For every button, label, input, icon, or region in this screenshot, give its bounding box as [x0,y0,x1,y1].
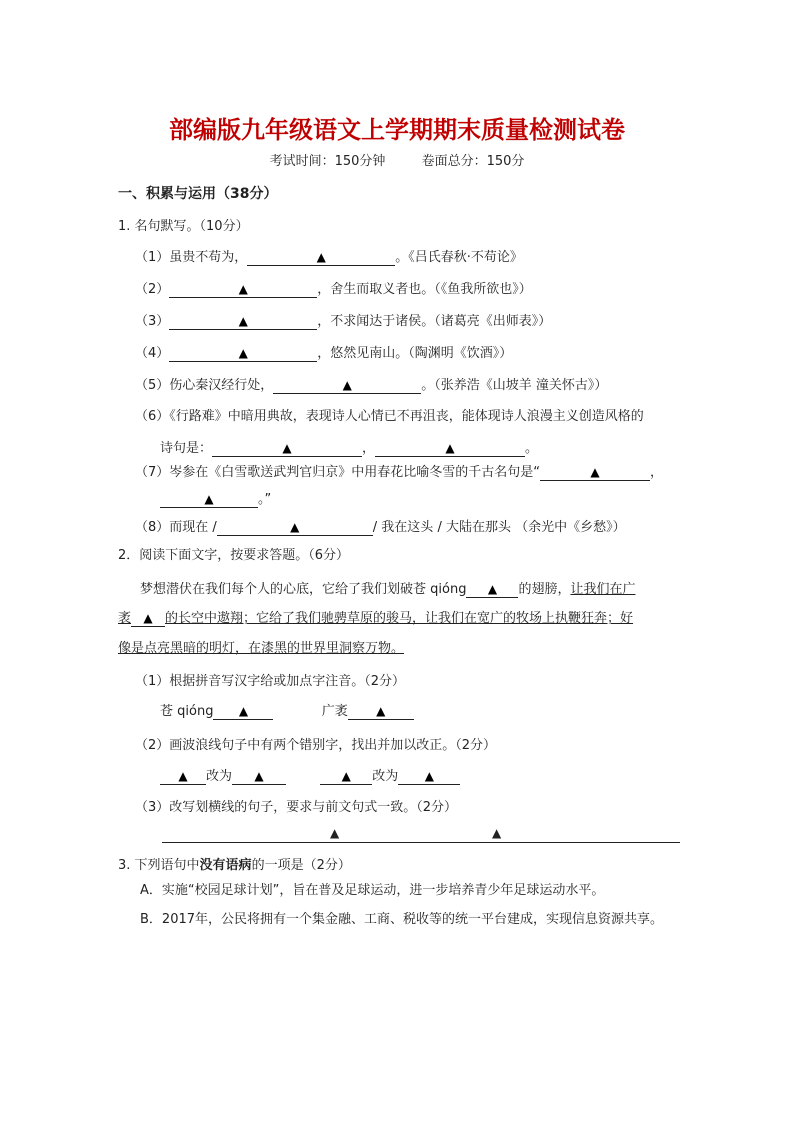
answer-blank[interactable]: ▲ [169,313,317,330]
answer-blank[interactable]: ▲ [169,345,317,362]
answer-blank[interactable]: ▲ [160,491,258,508]
answer-blank[interactable]: ▲ [131,610,165,627]
q3-option-b: B．2017年，公民将拥有一个集金融、工商、税收等的统一平台建成，实现信息资源共享。 [140,912,664,927]
q2-passage-line3: 像是点亮黑暗的明灯，在漆黑的世界里洞察万物。 [118,641,405,656]
question-3-stem: 3. 下列语句中没有语病的一项是（2分） [118,858,351,873]
q2-passage-line2: 袤 ▲ 的长空中遨翔；它给了我们驰骋草原的骏马，让我们在宽广的牧场上执鞭狂奔；好 [118,611,634,626]
answer-blank[interactable]: ▲ [320,768,372,785]
exam-info [0,150,794,169]
section-heading: 一、积累与运用（38分） [118,186,278,202]
answer-blank[interactable]: ▲ [375,440,525,457]
question-1-stem: 1. 名句默写。（10分） [118,219,249,234]
q2-sub-2: （2）画波浪线句子中有两个错别字，找出并加以改正。（2分） [135,738,497,753]
q1-item-1: （1）虽贵不苟为， ▲ 。《吕氏春秋·不苟论》 [135,250,523,265]
answer-line[interactable]: ▲ ▲ [162,826,680,843]
answer-blank[interactable]: ▲ [160,768,206,785]
answer-blank[interactable]: ▲ [169,281,317,298]
q2-sub-3: （3）改写划横线的句子，要求与前文句式一致。（2分） [135,800,458,815]
q2-sub-1: （1）根据拼音写汉字给或加点字注音。（2分） [135,674,406,689]
q3-option-a: A．实施“校园足球计划”，旨在普及足球运动，进一步培养青少年足球运动水平。 [140,883,605,898]
answer-blank[interactable]: ▲ [273,377,421,394]
answer-blank[interactable]: ▲ [348,703,414,720]
q1-item-5: （5）伤心秦汉经行处， ▲ 。（张养浩《山坡羊 潼关怀古》） [135,378,608,393]
q1-item-3: （3） ▲ ，不求闻达于诸侯。（诸葛亮《出师表》） [135,314,552,329]
q1-item-4: （4） ▲ ，悠然见南山。（陶渊明《饮酒》） [135,346,513,361]
q1-item-7-line2: ▲ 。” [160,488,271,508]
answer-blank[interactable]: ▲ [247,249,395,266]
q1-item-7-line1: （7）岑参在《白雪歌送武判官归京》中用春花比喻冬雪的千古名句是“ ▲ ， [135,465,664,480]
q1-item-8: （8）而现在 / ▲ / 我在这头 / 大陆在那头 （余光中《乡愁》） [135,520,626,535]
question-2-stem: 2．阅读下面文字，按要求答题。（6分） [118,548,350,563]
exam-time: 考试时间：150分钟 [269,154,386,169]
answer-blank[interactable]: ▲ [212,440,362,457]
q2-sub-1-answers: 苍 qióng ▲ 广袤 ▲ [160,700,414,720]
q1-item-2: （2） ▲ ，舍生而取义者也。（《鱼我所欲也》） [135,282,532,297]
q1-item-6-line1: （6）《行路难》中暗用典故，表现诗人心情已不再沮丧，能体现诗人浪漫主义创造风格的 [135,409,644,424]
total-score: 卷面总分：150分 [421,154,525,169]
q2-passage-line1: 梦想潜伏在我们每个人的心底，它给了我们划破苍 qióng ▲ 的翅膀，让我们在广 [140,582,636,597]
answer-blank[interactable]: ▲ [213,703,273,720]
answer-blank[interactable]: ▲ [232,768,286,785]
page-title: 部编版九年级语文上学期期末质量检测试卷 [169,115,625,144]
q2-sub-2-answers: ▲ 改为 ▲ ▲ 改为 ▲ [160,765,460,785]
answer-blank[interactable]: ▲ [217,519,373,536]
answer-blank[interactable]: ▲ [540,464,650,481]
answer-blank[interactable]: ▲ [466,581,518,598]
answer-blank[interactable]: ▲ [398,768,460,785]
q1-item-6-line2: 诗句是： ▲ ， ▲ 。 [160,441,539,456]
